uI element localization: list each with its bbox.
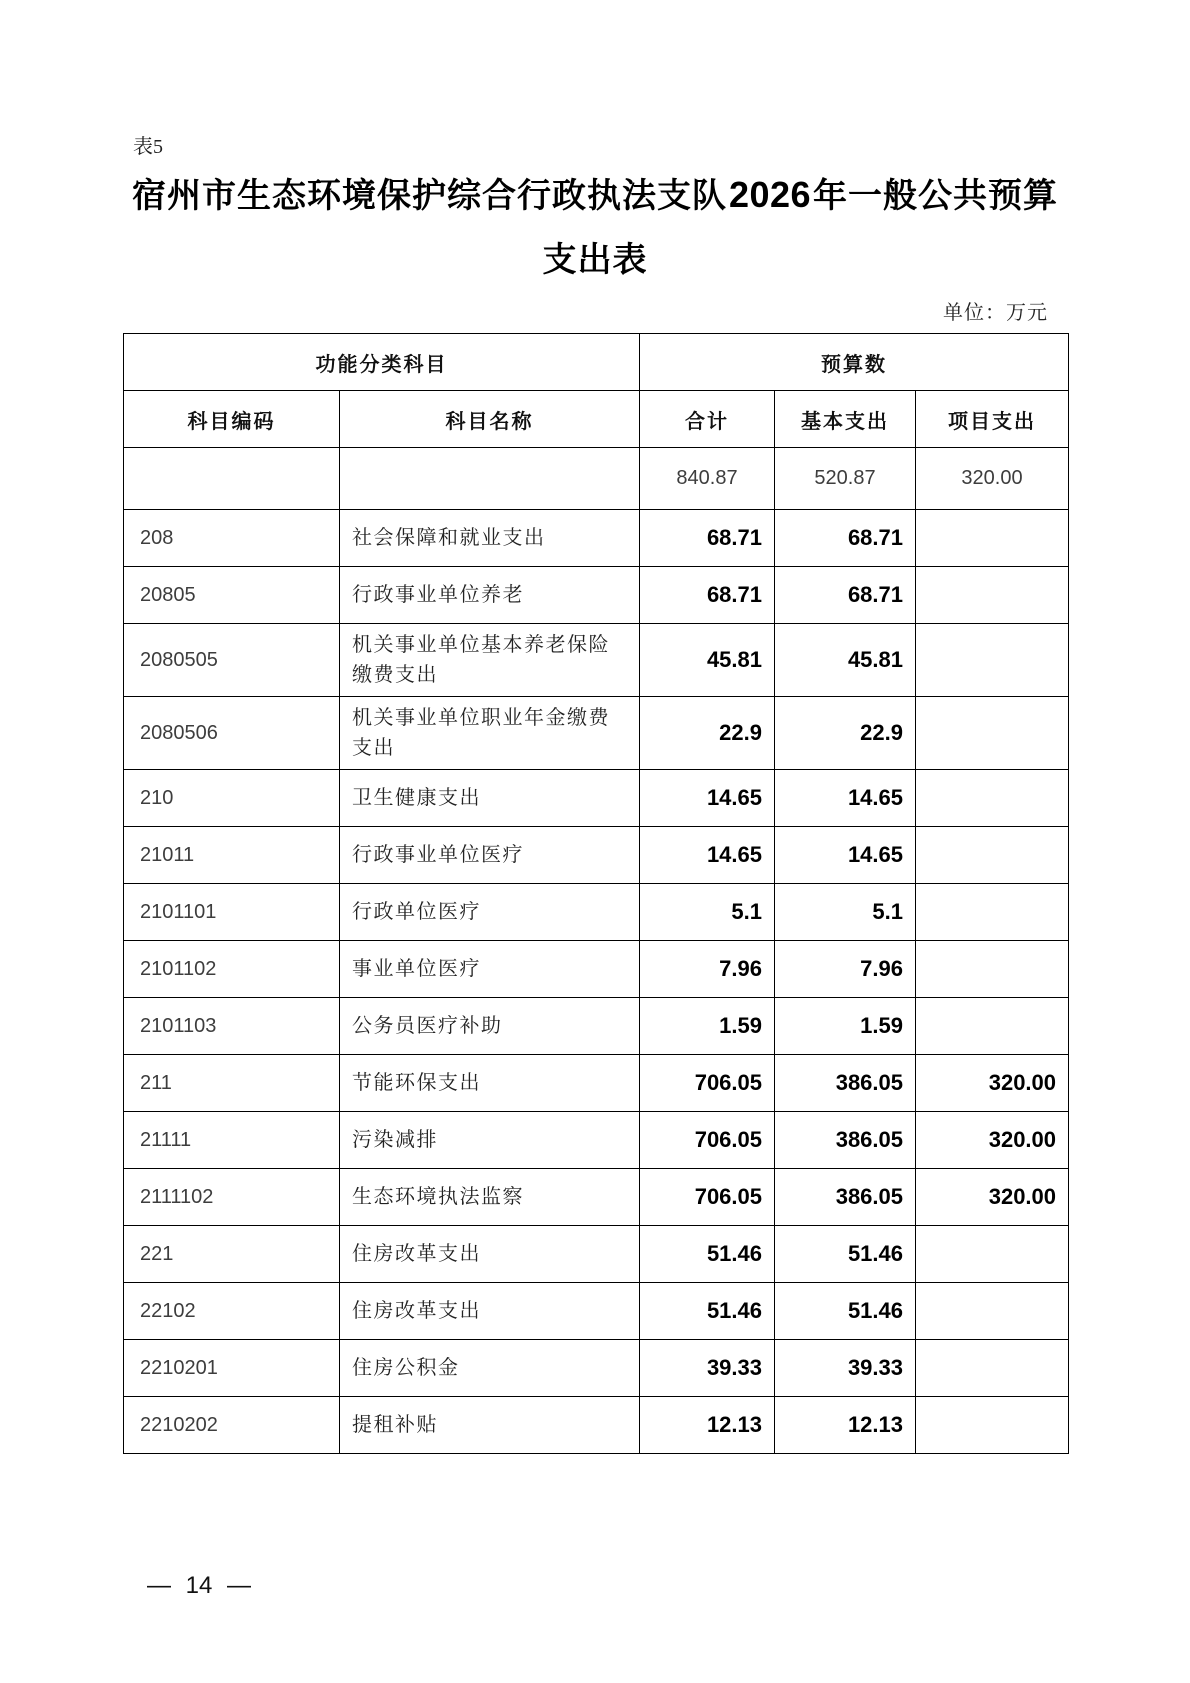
table-row [124, 1340, 1069, 1397]
project-expenditure-cell [916, 998, 1069, 1055]
column-header-code: 科目编码 [124, 391, 340, 448]
basic-expenditure-cell: 386.05 [775, 1055, 916, 1112]
basic-expenditure-cell: 386.05 [775, 1112, 916, 1169]
subject-name-cell: 住房改革支出 [340, 1226, 640, 1283]
basic-expenditure-cell: 68.71 [775, 510, 916, 567]
subject-name-cell: 住房公积金 [340, 1340, 640, 1397]
total-cell: 14.65 [640, 827, 775, 884]
table-header [124, 334, 1069, 448]
table-number-label: 表5 [133, 136, 163, 158]
subject-code-cell: 221 [124, 1226, 340, 1283]
subject-name-cell: 公务员医疗补助 [340, 998, 640, 1055]
page-title-prefix: 宿州市生态环境保护综合行政执法支队 [131, 178, 727, 215]
summary-total-cell: 840.87 [640, 448, 775, 510]
total-cell: 68.71 [640, 510, 775, 567]
project-expenditure-cell: 320.00 [916, 1112, 1069, 1169]
subject-name-cell: 卫生健康支出 [340, 770, 640, 827]
subject-code-cell: 208 [124, 510, 340, 567]
basic-expenditure-cell: 22.9 [775, 697, 916, 770]
project-expenditure-cell [916, 1283, 1069, 1340]
subject-name-cell: 生态环境执法监察 [340, 1169, 640, 1226]
project-expenditure-cell [916, 1340, 1069, 1397]
table-row [124, 1397, 1069, 1454]
table-row [124, 941, 1069, 998]
basic-expenditure-cell: 5.1 [775, 884, 916, 941]
basic-expenditure-cell: 51.46 [775, 1283, 916, 1340]
unit-note: 单位：万元 [943, 302, 1048, 324]
basic-expenditure-cell: 386.05 [775, 1169, 916, 1226]
summary-code-cell [124, 448, 340, 510]
subject-name-cell: 污染减排 [340, 1112, 640, 1169]
header-group-row [124, 334, 1069, 391]
table-row [124, 998, 1069, 1055]
table-row [124, 1055, 1069, 1112]
table-row [124, 510, 1069, 567]
table-row [124, 697, 1069, 770]
page-title-suffix: 年一般公共预算支出表 [542, 178, 1059, 279]
total-cell: 68.71 [640, 567, 775, 624]
subject-name-cell: 机关事业单位职业年金缴费支出 [340, 697, 640, 770]
subject-code-cell: 2080505 [124, 624, 340, 697]
total-cell: 39.33 [640, 1340, 775, 1397]
page-title-year: 2026 [728, 174, 812, 215]
header-budget: 预算数 [640, 334, 1069, 391]
subject-name-cell: 节能环保支出 [340, 1055, 640, 1112]
total-cell: 1.59 [640, 998, 775, 1055]
table-row [124, 1169, 1069, 1226]
project-expenditure-cell [916, 624, 1069, 697]
subject-code-cell: 2101101 [124, 884, 340, 941]
total-cell: 12.13 [640, 1397, 775, 1454]
project-expenditure-cell [916, 697, 1069, 770]
total-cell: 706.05 [640, 1112, 775, 1169]
project-expenditure-cell: 320.00 [916, 1055, 1069, 1112]
basic-expenditure-cell: 14.65 [775, 827, 916, 884]
table-row [124, 567, 1069, 624]
total-cell: 706.05 [640, 1055, 775, 1112]
project-expenditure-cell [916, 1226, 1069, 1283]
total-cell: 5.1 [640, 884, 775, 941]
project-expenditure-cell [916, 884, 1069, 941]
project-expenditure-cell: 320.00 [916, 1169, 1069, 1226]
subject-code-cell: 2210201 [124, 1340, 340, 1397]
subject-code-cell: 2210202 [124, 1397, 340, 1454]
subject-code-cell: 2111102 [124, 1169, 340, 1226]
project-expenditure-cell [916, 1397, 1069, 1454]
subject-code-cell: 211 [124, 1055, 340, 1112]
project-expenditure-cell [916, 510, 1069, 567]
total-cell: 45.81 [640, 624, 775, 697]
subject-name-cell: 事业单位医疗 [340, 941, 640, 998]
header-columns-row [124, 391, 1069, 448]
total-cell: 51.46 [640, 1283, 775, 1340]
column-header-name: 科目名称 [340, 391, 640, 448]
subject-name-cell: 行政事业单位医疗 [340, 827, 640, 884]
project-expenditure-cell [916, 770, 1069, 827]
project-expenditure-cell [916, 941, 1069, 998]
summary-project-cell: 320.00 [916, 448, 1069, 510]
page-title [120, 163, 1070, 293]
table-row [124, 624, 1069, 697]
subject-code-cell: 20805 [124, 567, 340, 624]
column-header-basic: 基本支出 [775, 391, 916, 448]
column-header-total: 合计 [640, 391, 775, 448]
total-cell: 51.46 [640, 1226, 775, 1283]
subject-name-cell: 行政单位医疗 [340, 884, 640, 941]
subject-code-cell: 21111 [124, 1112, 340, 1169]
table-row [124, 1112, 1069, 1169]
table-row [124, 884, 1069, 941]
subject-code-cell: 2080506 [124, 697, 340, 770]
subject-code-cell: 21011 [124, 827, 340, 884]
table-row [124, 1226, 1069, 1283]
project-expenditure-cell [916, 567, 1069, 624]
subject-name-cell: 住房改革支出 [340, 1283, 640, 1340]
total-cell: 7.96 [640, 941, 775, 998]
table-row [124, 1283, 1069, 1340]
subject-code-cell: 22102 [124, 1283, 340, 1340]
basic-expenditure-cell: 45.81 [775, 624, 916, 697]
project-expenditure-cell [916, 827, 1069, 884]
subject-name-cell: 机关事业单位基本养老保险缴费支出 [340, 624, 640, 697]
basic-expenditure-cell: 7.96 [775, 941, 916, 998]
table-body [124, 448, 1069, 1454]
total-cell: 706.05 [640, 1169, 775, 1226]
total-cell: 14.65 [640, 770, 775, 827]
basic-expenditure-cell: 51.46 [775, 1226, 916, 1283]
total-cell: 22.9 [640, 697, 775, 770]
basic-expenditure-cell: 39.33 [775, 1340, 916, 1397]
summary-basic-cell: 520.87 [775, 448, 916, 510]
page-number: — 14 — [147, 1572, 252, 1599]
column-header-project: 项目支出 [916, 391, 1069, 448]
header-function-class: 功能分类科目 [124, 334, 640, 391]
summary-name-cell [340, 448, 640, 510]
basic-expenditure-cell: 12.13 [775, 1397, 916, 1454]
subject-code-cell: 210 [124, 770, 340, 827]
table-row [124, 827, 1069, 884]
subject-name-cell: 行政事业单位养老 [340, 567, 640, 624]
subject-code-cell: 2101103 [124, 998, 340, 1055]
basic-expenditure-cell: 1.59 [775, 998, 916, 1055]
table-row [124, 770, 1069, 827]
budget-table [123, 333, 1069, 1454]
subject-code-cell: 2101102 [124, 941, 340, 998]
basic-expenditure-cell: 68.71 [775, 567, 916, 624]
subject-name-cell: 提租补贴 [340, 1397, 640, 1454]
subject-name-cell: 社会保障和就业支出 [340, 510, 640, 567]
basic-expenditure-cell: 14.65 [775, 770, 916, 827]
summary-row [124, 448, 1069, 510]
